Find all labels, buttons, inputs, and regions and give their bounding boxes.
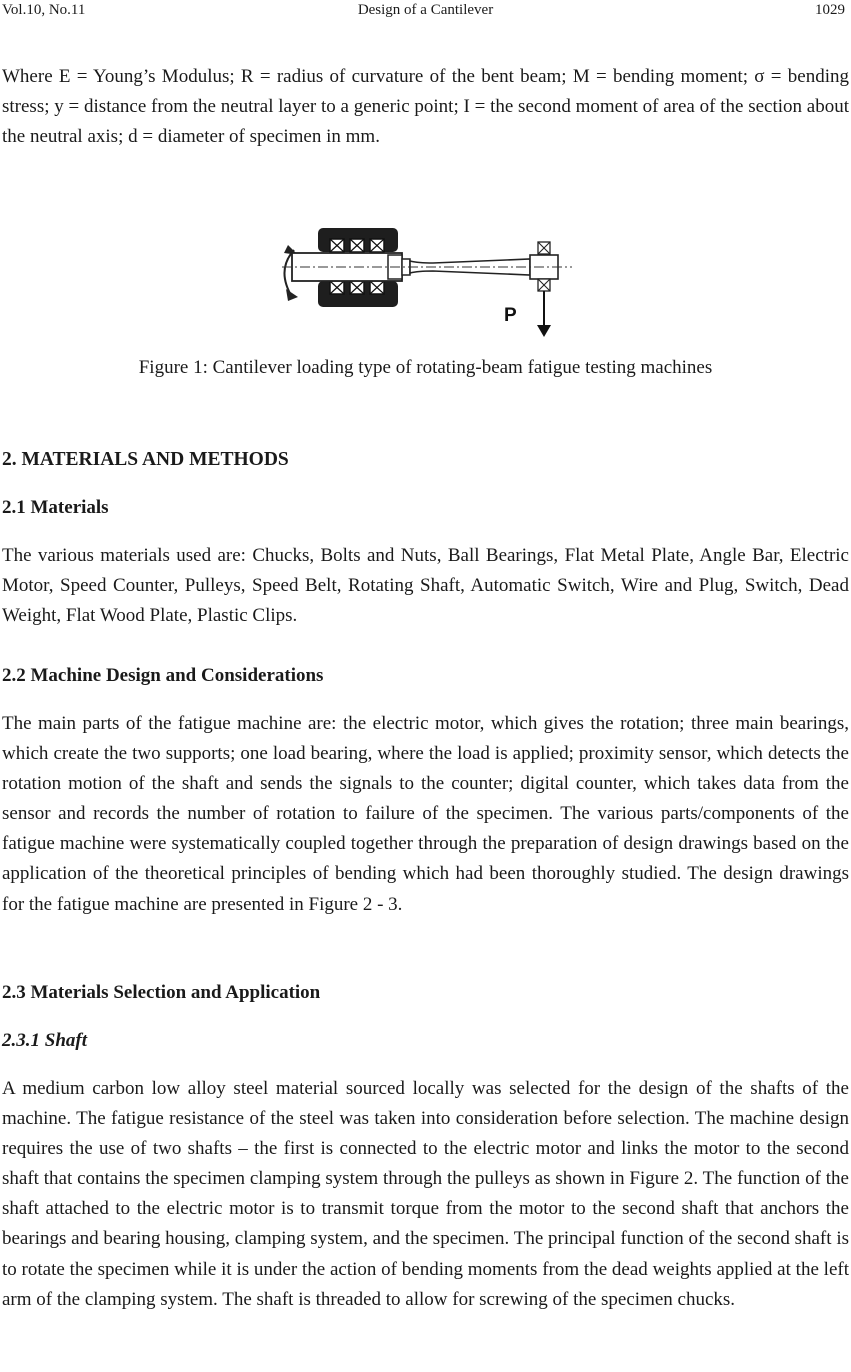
intro-paragraph: Where E = Young’s Modulus; R = radius of curvature of the bent beam; M = bending moment; σ = bending stress; y = distance from the neutral layer to a generic point; I = the second moment of area of the section about the neutral axis; d = diameter of specimen in mm. bbox=[2, 66, 849, 148]
section-2-2-heading: 2.2 Machine Design and Considerations bbox=[2, 665, 324, 686]
section-2-heading: 2. MATERIALS AND METHODS bbox=[2, 449, 289, 470]
section-2-1-heading: 2.1 Materials bbox=[2, 497, 109, 518]
section-2-1-text: The various materials used are: Chucks, Bolts and Nuts, Ball Bearings, Flat Metal Plate, Angle Bar, Electric Motor, Speed Counter, Pulleys, Speed Belt, Rotating Shaft, Automatic Switch, Wire and Plug, Switch, Dead Weight, Flat Wood Plate, Plastic Clips. bbox=[2, 545, 849, 627]
section-2-3-1-heading: 2.3.1 Shaft bbox=[2, 1030, 87, 1051]
section-2-3-heading: 2.3 Materials Selection and Application bbox=[2, 982, 321, 1003]
figure-1-caption: Figure 1: Cantilever loading type of rotating-beam fatigue testing machines bbox=[138, 357, 713, 378]
load-label: P bbox=[504, 305, 517, 326]
journal-volume: Vol.10, No.11 bbox=[2, 2, 86, 18]
section-2-2-text: The main parts of the fatigue machine are: the electric motor, which gives the rotation; three main bearings, which create the two supports; one load bearing, where the load is applied; proximity sensor, which detects the rotation motion of the shaft and sends the signals to the counter; digital counter, which takes data from the sensor and records the number of rotation to failure of the specimen. The various parts/components of the fatigue machine were systematically coupled together through the preparation of design drawings based on the application of the theoretical principles of bending which had been thoroughly studied. The design drawings for the fatigue machine are presented in Figure 2 - 3. bbox=[2, 713, 849, 915]
page-number: 1029 bbox=[815, 2, 845, 18]
running-title: Design of a Cantilever bbox=[357, 2, 494, 18]
figure-1-cantilever-diagram bbox=[268, 215, 588, 350]
page-header bbox=[0, 0, 851, 22]
section-2-3-1-text: A medium carbon low alloy steel material sourced locally was selected for the design of the shafts of the machine. The fatigue resistance of the steel was taken into consideration before selection. The machine design requires the use of two shafts – the first is connected to the electric motor and links the motor to the second shaft that contains the specimen clamping system through the pulleys as shown in Figure 2. The function of the shaft attached to the electric motor is to transmit torque from the motor to the second shaft that anchors the bearings and bearing housing, clamping system, and the specimen. The principal function of the second shaft is to rotate the specimen while it is under the action of bending moments from the dead weights applied at the left arm of the clamping system. The shaft is threaded to allow for screwing of the specimen chucks. bbox=[2, 1078, 849, 1310]
